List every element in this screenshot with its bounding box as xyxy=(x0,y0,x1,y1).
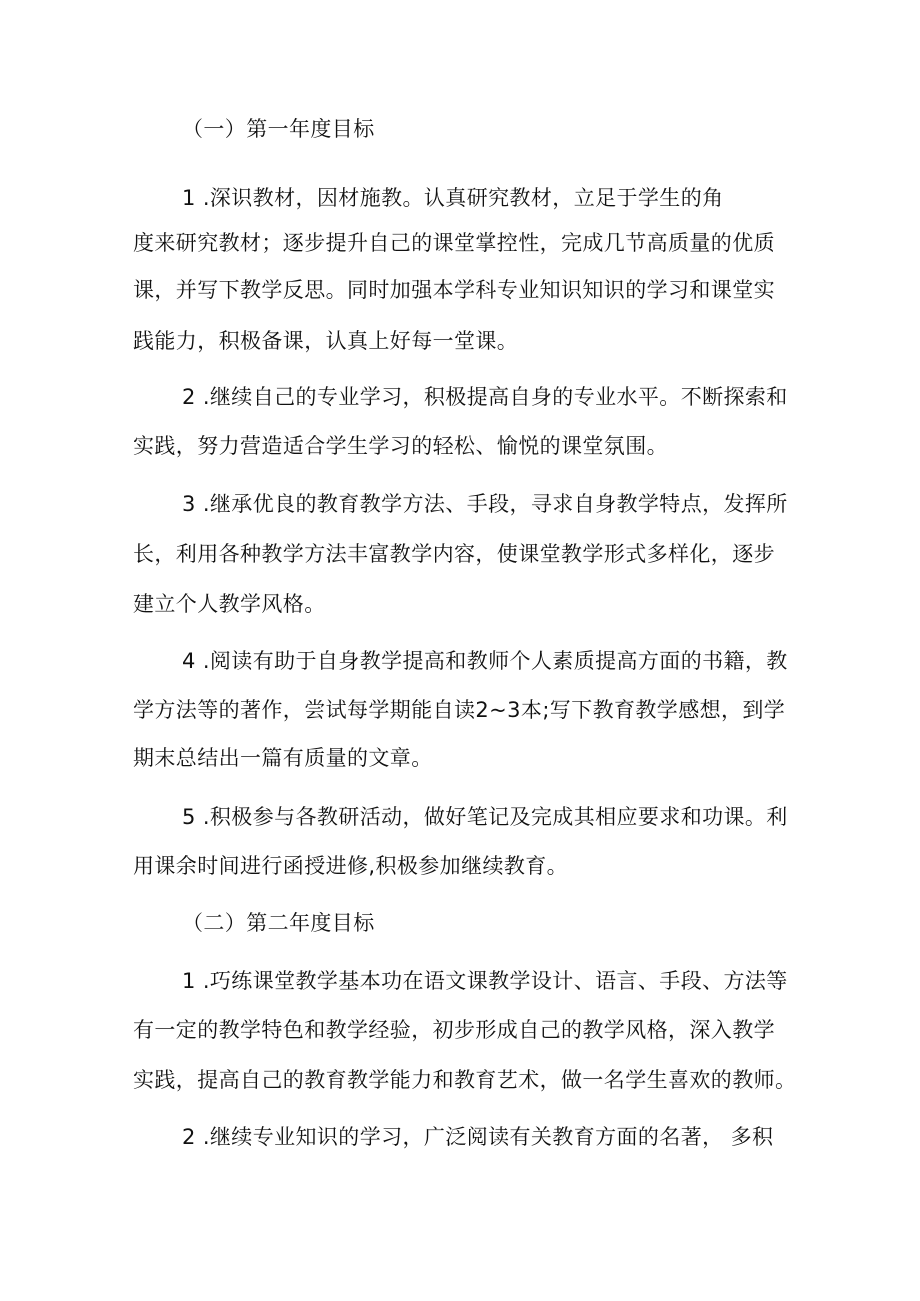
section-heading-year-2: （二）第二年度目标 xyxy=(182,911,375,935)
paragraph-line: 度来研究教材；逐步提升自己的课堂掌控性，完成几节高质量的优质 xyxy=(133,231,775,255)
paragraph-line: 学方法等的著作，尝试每学期能自读2~3本;写下教育教学感想，到学 xyxy=(133,698,786,722)
paragraph-line: 1 .深识教材，因材施教。认真研究教材，立足于学生的角 xyxy=(182,186,724,210)
paragraph-line: 用课余时间进行函授进修,积极参加继续教育。 xyxy=(133,854,569,878)
paragraph-line: 1 .巧练课堂教学基本功在语文课教学设计、语言、手段、方法等 xyxy=(182,969,788,993)
paragraph-line: 践能力，积极备课，认真上好每一堂课。 xyxy=(133,329,519,353)
paragraph-line: 有一定的教学特色和教学经验，初步形成自己的教学风格，深入教学 xyxy=(133,1018,775,1042)
section-heading-year-1: （一）第一年度目标 xyxy=(182,117,375,141)
paragraph-line: 2 .继续专业知识的学习，广泛阅读有关教育方面的名著， 多积 xyxy=(182,1125,774,1149)
paragraph-line: 3 .继承优良的教育教学方法、手段，寻求自身教学特点，发挥所 xyxy=(182,492,788,516)
paragraph-line: 实践，努力营造适合学生学习的轻松、愉悦的课堂氛围。 xyxy=(133,434,668,458)
paragraph-line: 课，并写下教学反思。同时加强本学科专业知识知识的学习和课堂实 xyxy=(133,278,775,302)
paragraph-line: 期末总结出一篇有质量的文章。 xyxy=(133,746,433,770)
paragraph-line: 2 .继续自己的专业学习，积极提高自身的专业水平。不断探索和 xyxy=(182,385,788,409)
paragraph-line: 长，利用各种教学方法丰富教学内容，使课堂教学形式多样化，逐步 xyxy=(133,542,775,566)
paragraph-line: 建立个人教学风格。 xyxy=(133,592,326,616)
paragraph-line: 5 .积极参与各教研活动，做好笔记及完成其相应要求和功课。利 xyxy=(182,805,788,829)
paragraph-line: 4 .阅读有助于自身教学提高和教师个人素质提高方面的书籍，教 xyxy=(182,649,788,673)
paragraph-line: 实践，提高自己的教育教学能力和教育艺术，做一名学生喜欢的教师。 xyxy=(133,1068,797,1092)
